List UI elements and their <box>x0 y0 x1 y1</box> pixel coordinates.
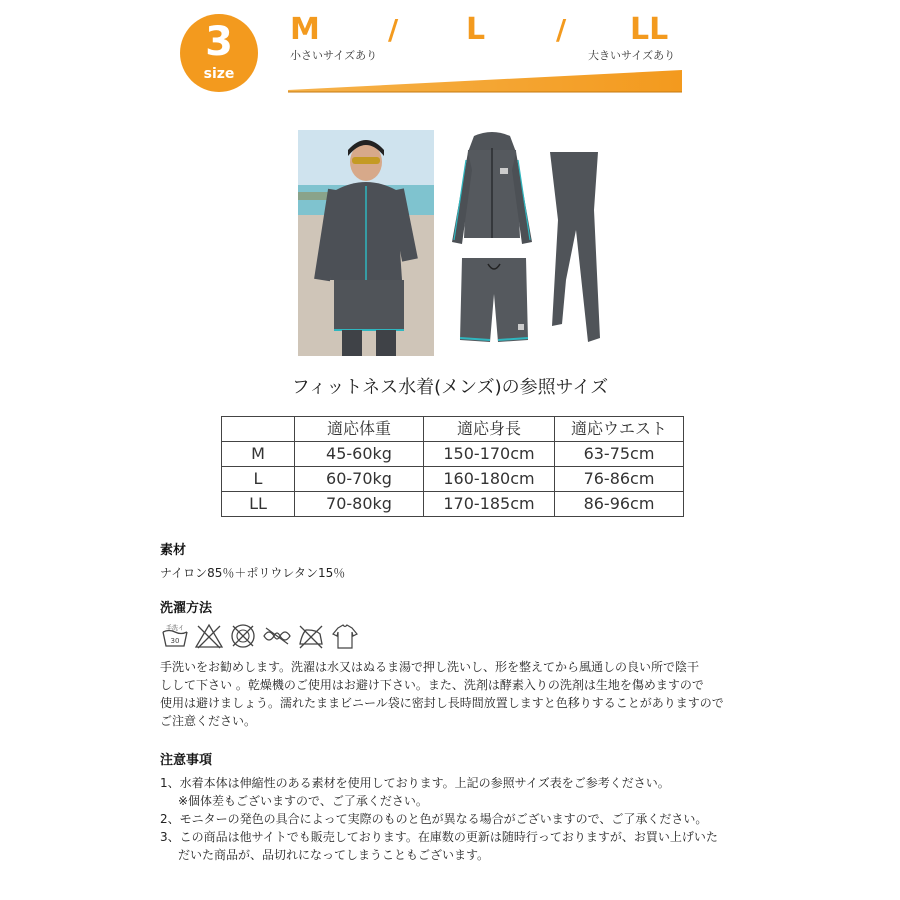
hand-wash-label: 手洗イ <box>165 625 185 632</box>
size-m: M <box>290 12 320 47</box>
table-cell: 150-170cm <box>424 442 555 467</box>
size-ll: LL <box>630 12 669 47</box>
table-cell: L <box>222 467 295 492</box>
table-row <box>222 442 684 467</box>
hang-dry-icon <box>330 622 360 650</box>
table-cell: 170-185cm <box>424 492 555 517</box>
table-row <box>222 467 684 492</box>
wash-icons <box>160 622 360 652</box>
badge-number: 3 <box>205 19 233 65</box>
small-size-note: 小さいサイズあり <box>290 49 378 62</box>
material-heading: 素材 <box>160 543 187 558</box>
table-cell: M <box>222 442 295 467</box>
leggings-photo <box>544 150 604 344</box>
table-header-cell: 適応体重 <box>295 417 424 442</box>
jacket-photo <box>444 130 540 252</box>
table-cell: 76-86cm <box>555 467 684 492</box>
material-text: ナイロン85％＋ポリウレタン15％ <box>160 566 346 580</box>
notes-line: 3、この商品は他サイトでも販売しております。在庫数の更新は随時行っておりますが、お買い上げいた <box>160 830 718 844</box>
size-table <box>221 416 684 517</box>
model-photo <box>298 130 434 356</box>
table-cell: LL <box>222 492 295 517</box>
washing-line: 手洗いをお勧めします。洗濯は水又はぬるま湯で押し洗いし、形を整えてから風通しの良い所で陰干 <box>160 660 700 674</box>
table-header-cell <box>222 417 295 442</box>
table-cell: 86-96cm <box>555 492 684 517</box>
no-tumble-dry-icon <box>228 622 258 650</box>
table-cell: 45-60kg <box>295 442 424 467</box>
table-cell: 70-80kg <box>295 492 424 517</box>
table-header-row <box>222 417 684 442</box>
notes-line: ※個体差もございますので、ご了承ください。 <box>178 794 428 808</box>
washing-heading: 洗濯方法 <box>160 601 213 616</box>
notes-text <box>160 774 780 864</box>
large-size-note: 大きいサイズあり <box>588 49 676 62</box>
table-cell: 160-180cm <box>424 467 555 492</box>
size-l: L <box>466 12 486 47</box>
table-row <box>222 492 684 517</box>
header-accent-bar <box>288 70 682 94</box>
size-table-title: フィットネス水着(メンズ)の参照サイズ <box>291 377 609 398</box>
hand-wash-icon <box>160 622 190 650</box>
notes-line: 1、水着本体は伸縮性のある素材を使用しております。上記の参照サイズ表をご参考ください。 <box>160 776 670 790</box>
badge-label: size <box>203 66 235 82</box>
washing-line: しして下さい 。乾燥機のご使用はお避け下さい。また、洗剤は酵素入りの洗剤は生地を傷めますので <box>160 678 704 692</box>
no-bleach-icon <box>194 622 224 650</box>
size-separator: / <box>556 13 567 46</box>
size-separator: / <box>388 13 399 46</box>
notes-heading: 注意事項 <box>160 753 213 768</box>
no-wring-icon <box>262 622 292 650</box>
hand-wash-temp: 30 <box>170 637 180 645</box>
washing-text <box>160 658 780 730</box>
washing-line: ご注意ください。 <box>160 714 257 728</box>
notes-line: だいた商品が、品切れになってしまうこともございます。 <box>178 848 490 862</box>
table-cell: 60-70kg <box>295 467 424 492</box>
table-cell: 63-75cm <box>555 442 684 467</box>
no-iron-icon <box>296 622 326 650</box>
table-header-cell: 適応身長 <box>424 417 555 442</box>
notes-line: 2、モニターの発色の具合によって実際のものと色が異なる場合がございますので、ご了承ください。 <box>160 812 708 826</box>
shorts-photo <box>458 254 530 346</box>
washing-line: 使用は避けましょう。濡れたままビニール袋に密封し長時間放置しますと色移りすることがありますので <box>160 696 724 710</box>
table-header-cell: 適応ウエスト <box>555 417 684 442</box>
size-count-badge <box>180 14 258 92</box>
